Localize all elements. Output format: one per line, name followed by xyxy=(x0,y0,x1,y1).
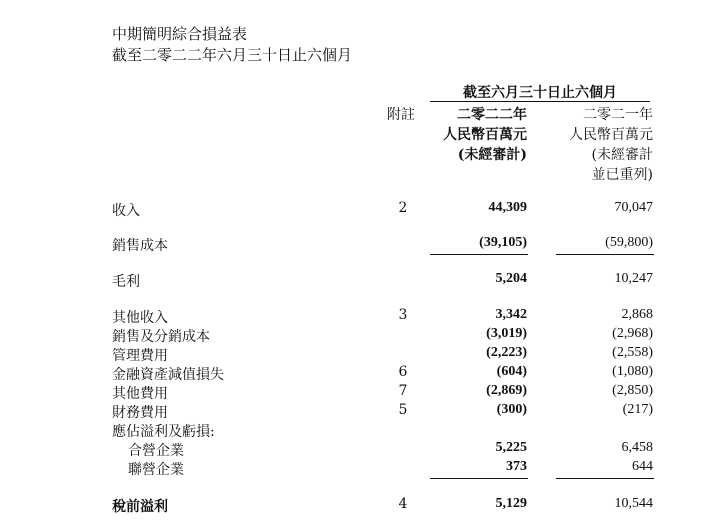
row-label: 銷售成本 xyxy=(112,238,168,254)
subtotal-rule-current xyxy=(430,254,528,255)
prior-year-header: 二零二一年 xyxy=(583,107,653,123)
row-label: 聯營企業 xyxy=(128,462,184,478)
row-label: 其他費用 xyxy=(112,386,168,402)
row-note: 6 xyxy=(398,364,408,380)
current-year-header: 二零二二年 xyxy=(457,107,527,123)
current-status-header: (未經審計) xyxy=(457,147,527,163)
row-current-value: (2,223) xyxy=(486,345,527,360)
period-header-rule xyxy=(430,101,650,102)
row-prior-value: (1,080) xyxy=(612,364,653,379)
subtotal-rule-prior xyxy=(556,478,654,479)
row-note: 7 xyxy=(398,383,408,399)
row-label: 收入 xyxy=(112,203,140,219)
row-label: 其他收入 xyxy=(112,310,168,326)
row-prior-value: (59,800) xyxy=(605,235,653,250)
row-label: 金融資產減值損失 xyxy=(112,367,224,383)
row-prior-value: (217) xyxy=(622,402,653,417)
row-prior-value: (2,850) xyxy=(612,383,653,398)
table-row xyxy=(0,421,719,441)
table-row xyxy=(0,307,719,327)
row-prior-value: 644 xyxy=(632,459,653,474)
table-row xyxy=(0,459,719,479)
row-note: 4 xyxy=(398,496,408,512)
row-current-value: 5,225 xyxy=(495,440,527,455)
table-row xyxy=(0,200,719,220)
row-note: 2 xyxy=(398,200,408,216)
row-current-value: (300) xyxy=(496,402,527,417)
row-label: 稅前溢利 xyxy=(112,499,168,515)
row-current-value: 3,342 xyxy=(495,307,527,322)
current-unit-header: 人民幣百萬元 xyxy=(443,127,527,143)
row-current-value: 5,204 xyxy=(495,271,527,286)
row-note: 5 xyxy=(398,402,408,418)
row-prior-value: 6,458 xyxy=(621,440,653,455)
row-note: 3 xyxy=(398,307,408,323)
subtotal-rule-prior xyxy=(556,254,654,255)
period-header: 截至六月三十日止六個月 xyxy=(463,85,617,101)
row-label: 合營企業 xyxy=(128,443,184,459)
row-current-value: 373 xyxy=(506,459,527,474)
row-prior-value: 70,047 xyxy=(614,200,653,215)
note-column-header: 附註 xyxy=(387,107,415,123)
row-prior-value: 10,544 xyxy=(614,496,653,511)
row-current-value: (39,105) xyxy=(479,235,527,250)
row-current-value: (2,869) xyxy=(486,383,527,398)
row-label: 毛利 xyxy=(112,274,140,290)
prior-status-header-line2: 並已重列) xyxy=(591,167,653,183)
subtotal-rule-current xyxy=(430,478,528,479)
table-row xyxy=(0,440,719,460)
row-label: 銷售及分銷成本 xyxy=(112,329,210,345)
row-current-value: 44,309 xyxy=(488,200,527,215)
table-row xyxy=(0,402,719,422)
table-row xyxy=(0,496,719,516)
table-row xyxy=(0,326,719,346)
row-current-value: (604) xyxy=(496,364,527,379)
table-row xyxy=(0,383,719,403)
table-row xyxy=(0,345,719,365)
row-label: 管理費用 xyxy=(112,348,168,364)
row-prior-value: (2,968) xyxy=(612,326,653,341)
table-row xyxy=(0,235,719,255)
row-prior-value: 10,247 xyxy=(614,271,653,286)
prior-status-header-line1: (未經審計 xyxy=(591,147,653,163)
row-current-value: 5,129 xyxy=(495,496,527,511)
prior-unit-header: 人民幣百萬元 xyxy=(569,127,653,143)
row-prior-value: 2,868 xyxy=(621,307,653,322)
statement-subtitle: 截至二零二二年六月三十日止六個月 xyxy=(112,46,353,64)
row-prior-value: (2,558) xyxy=(612,345,653,360)
row-current-value: (3,019) xyxy=(486,326,527,341)
table-row xyxy=(0,364,719,384)
statement-title: 中期簡明綜合損益表 xyxy=(112,25,248,43)
table-row xyxy=(0,271,719,291)
row-label: 財務費用 xyxy=(112,405,168,421)
row-label: 應佔溢利及虧損: xyxy=(112,424,215,440)
